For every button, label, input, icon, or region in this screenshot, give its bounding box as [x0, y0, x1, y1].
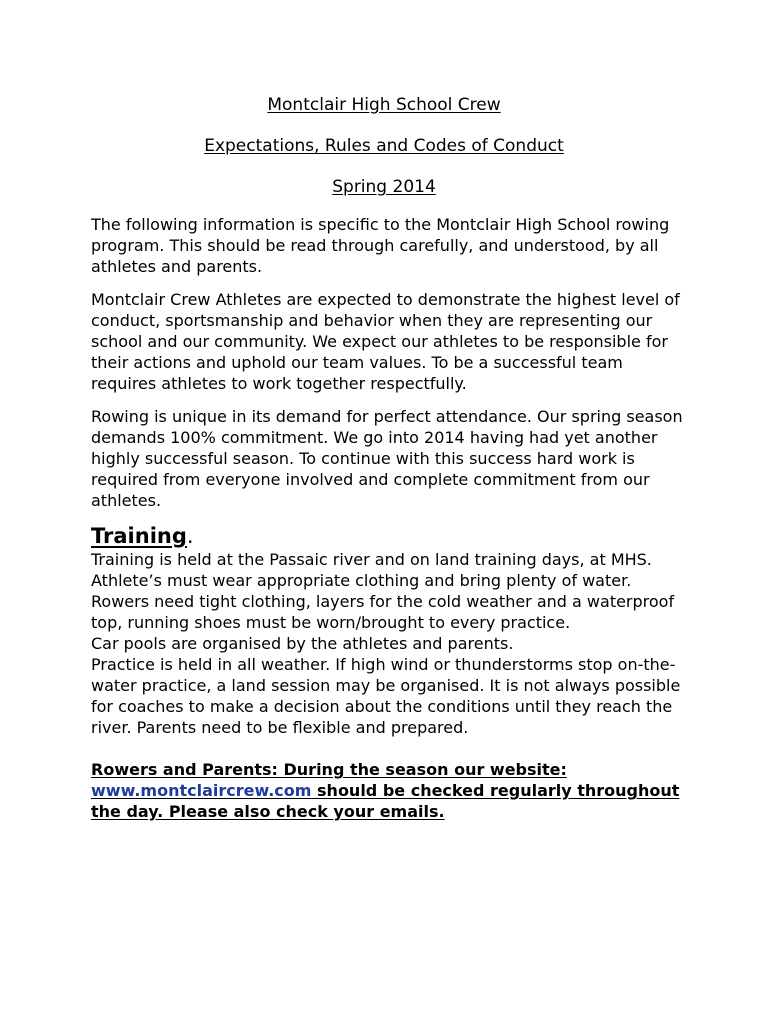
- training-heading-text: Training: [91, 524, 187, 548]
- website-notice-tail: should be checked regularly throughout the day. Please also check your emails.: [91, 781, 680, 821]
- training-heading: [91, 523, 691, 549]
- training-paragraph-2: Car pools are organised by the athletes and parents.: [91, 634, 514, 653]
- training-paragraph-1: Training is held at the Passaic river and on land training days, at MHS. Athlete’s must wear appropriate clothing and bring plenty of water. Rowers need tight clothing, layers for the cold weather and a waterproof top, running shoes must be worn/brought to every practice.: [91, 550, 675, 632]
- intro-paragraph-1: The following information is specific to the Montclair High School rowing program. This should be read through carefully, and understood, by all athletes and parents.: [91, 215, 670, 276]
- website-link[interactable]: www.montclaircrew.com: [91, 781, 312, 800]
- document-title: Montclair High School Crew: [267, 95, 501, 115]
- intro-paragraph-3: Rowing is unique in its demand for perfect attendance. Our spring season demands 100% commitment. We go into 2014 having had yet another highly successful season. To continue with this success hard work is required from everyone involved and complete commitment from our athletes.: [91, 407, 683, 510]
- document-season: Spring 2014: [332, 177, 436, 197]
- website-notice-lead: Rowers and Parents: During the season our website:: [91, 760, 567, 779]
- training-heading-dot: .: [186, 524, 194, 548]
- document-body: [91, 214, 691, 822]
- intro-paragraph-2: Montclair Crew Athletes are expected to demonstrate the highest level of conduct, sportsmanship and behavior when they are representing our school and our community. We expect our athletes to be responsible for their actions and uphold our team values. To be a successful team requires athletes to work together respectfully.: [91, 290, 680, 393]
- blank-line: [91, 738, 691, 759]
- training-paragraph-3: Practice is held in all weather. If high wind or thunderstorms stop on-the-water practice, a land session may be organised. It is not always possible for coaches to make a decision about the conditions until they reach the river. Parents need to be flexible and prepared.: [91, 655, 681, 737]
- website-notice: [91, 759, 691, 822]
- document-subtitle: Expectations, Rules and Codes of Conduct: [204, 136, 564, 156]
